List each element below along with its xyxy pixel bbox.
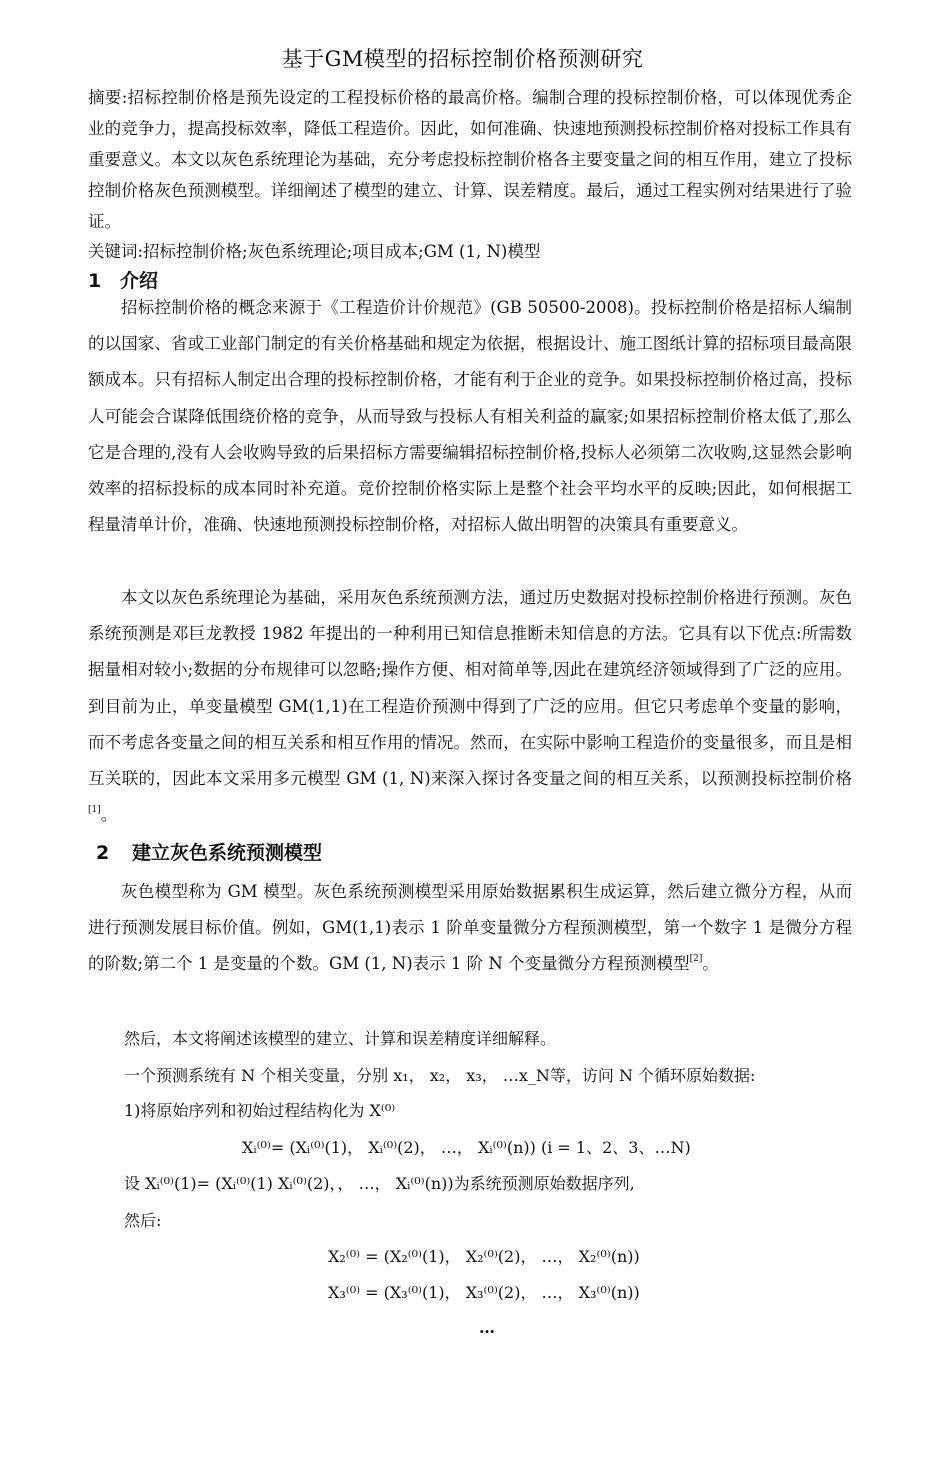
section-2-paragraph-1-end: 。	[702, 954, 719, 973]
section-2-line-2: 一个预测系统有 N 个相关变量，分别 x₁， x₂， x₃， …x_N等，访问 N 个循环原始数据:	[124, 1066, 756, 1085]
paper-title: 基于GM模型的招标控制价格预测研究	[281, 47, 644, 71]
equation-3: X₃⁽⁰⁾ = (X₃⁽⁰⁾(1)， X₃⁽⁰⁾(2)， …， X₃⁽⁰⁾(n))	[328, 1283, 640, 1302]
abstract: 摘要:招标控制价格是预先设定的工程投标价格的最高价格。编制合理的投标控制价格，可以体现优秀企业的竞争力，提高投标效率，降低工程造价。因此，如何准确、快速地预测投标控制价格对投标工作具有重要意义。本文以灰色系统理论为基础，充分考虑投标控制价格各主要变量之间的相互作用，建立了投标控制价格灰色预测模型。详细阐述了模型的建立、计算、误差精度。最后，通过工程实例对结果进行了验证。	[88, 88, 852, 231]
section-2-title: 建立灰色系统预测模型	[132, 842, 323, 864]
section-2-line-5: 然后:	[124, 1211, 162, 1230]
section-1-number: 1	[88, 270, 102, 292]
section-2-heading	[96, 838, 322, 868]
section-2-number: 2	[96, 842, 110, 864]
section-1-paragraph-1: 招标控制价格的概念来源于《工程造价计价规范》(GB 50500-2008)。投标控制价格是招标人编制的以国家、省或工业部门制定的有关价格基础和规定为依据，根据设计、施工图纸计算的招标项目最高限额成本。只有招标人制定出合理的投标控制价格，才能有利于企业的竞争。如果投标控制价格过高，投标人可能会合谋降低围绕价格的竞争，从而导致与投标人有相关利益的赢家;如果招标控制价格太低了,那么它是合理的,没有人会收购导致的后果招标方需要编辑招标控制价格,投标人必须第二次收购,这显然会影响效率的招标投标的成本同时补充道。竞价控制价格实际上是整个社会平均水平的反映;因此，如何根据工程量清单计价，准确、快速地预测投标控制价格，对招标人做出明智的决策具有重要意义。	[88, 298, 852, 535]
section-2-line-3: 1)将原始序列和初始过程结构化为 X⁽⁰⁾	[124, 1101, 396, 1120]
equation-ellipsis: …	[479, 1318, 495, 1337]
equation-2: X₂⁽⁰⁾ = (X₂⁽⁰⁾(1)， X₂⁽⁰⁾(2)， …， X₂⁽⁰⁾(n))	[328, 1247, 640, 1266]
section-2-line-4: 设 Xᵢ⁽⁰⁾(1)= (Xᵢ⁽⁰⁾(1) Xᵢ⁽⁰⁾(2)，， …， Xᵢ⁽⁰⁾(n))为系统预测原始数据序列,	[124, 1174, 635, 1193]
section-1-paragraph-2-text: 本文以灰色系统理论为基础，采用灰色系统预测方法，通过历史数据对投标控制价格进行预测。灰色系统预测是邓巨龙教授 1982 年提出的一种利用已知信息推断未知信息的方法。它具有以下优点:所需数据量相对较小;数据的分布规律可以忽略;操作方便、相对简单等,因此在建筑经济领域得到了广泛的应用。到目前为止，单变量模型 GM(1,1)在工程造价预测中得到了广泛的应用。但它只考虑单个变量的影响，而不考虑各变量之间的相互关系和相互作用的情况。然而，在实际中影响工程造价的变量很多，而且是相互关联的，因此本文采用多元模型 GM (1, N)来深入探讨各变量之间的相互关系，以预测投标控制价格	[88, 588, 852, 789]
citation-1[interactable]: [1]	[88, 805, 101, 816]
keywords: 关键词:招标控制价格;灰色系统理论;项目成本;GM (1, N)模型	[88, 242, 541, 261]
section-2-paragraph-1-text: 灰色模型称为 GM 模型。灰色系统预测模型采用原始数据累积生成运算，然后建立微分方程，从而进行预测发展目标价值。例如，GM(1,1)表示 1 阶单变量微分方程预测模型，第一个数字 1 是微分方程的阶数;第二个 1 是变量的个数。GM (1, N)表示 1 阶 N 个变量微分方程预测模型	[88, 882, 852, 973]
citation-2[interactable]: [2]	[689, 954, 703, 964]
section-1-title: 介绍	[120, 270, 159, 292]
equation-1: Xᵢ⁽⁰⁾= (Xᵢ⁽⁰⁾(1)， Xᵢ⁽⁰⁾(2)， …， Xᵢ⁽⁰⁾(n)) (i = 1、2、3、…N)	[242, 1138, 691, 1157]
section-1-paragraph-2	[88, 580, 852, 833]
section-2-paragraph-1	[88, 874, 852, 982]
section-2-line-1: 然后，本文将阐述该模型的建立、计算和误差精度详细解释。	[124, 1029, 557, 1048]
section-1-paragraph-2-end: 。	[100, 805, 118, 825]
